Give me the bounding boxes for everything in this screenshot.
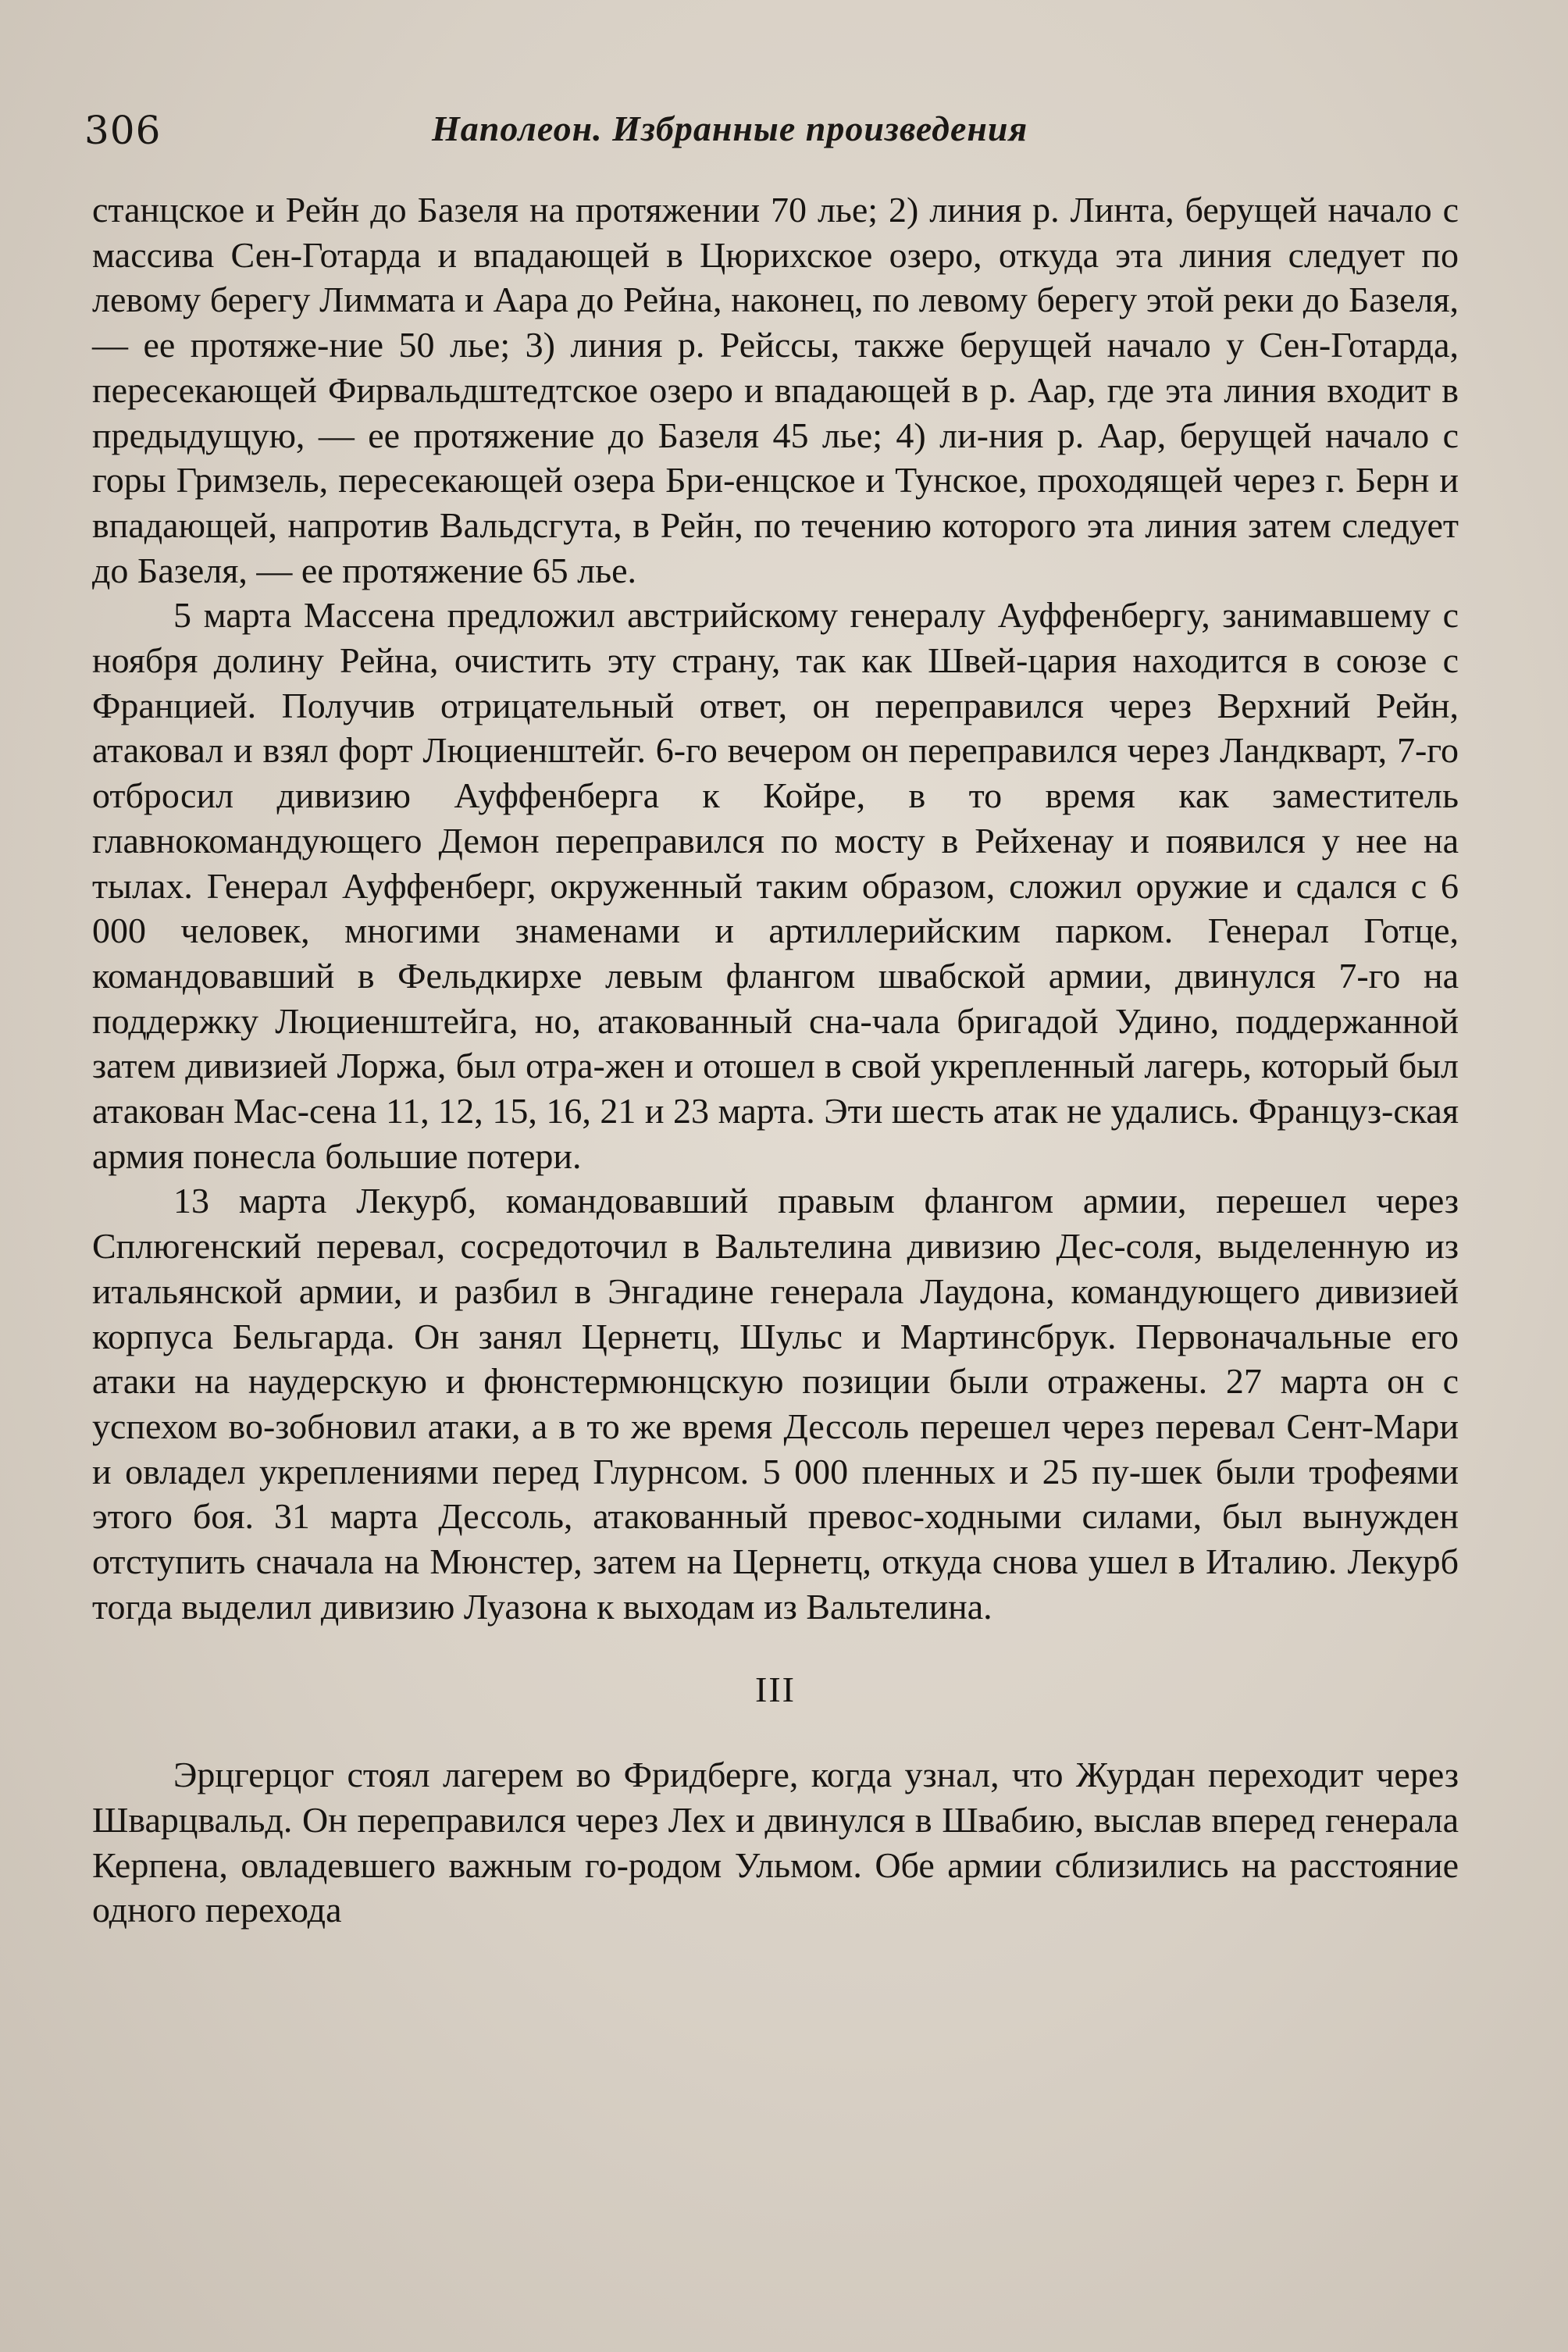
page-body: [92, 187, 1459, 1933]
paragraph-archduke: Эрцгерцог стоял лагерем во Фридберге, когда узнал, что Журдан переходит через Шварцвальд. Он переправился через Лех и двинулся в Швабию, выслав вперед генерала Керпена, овладевшего важным го-родом Ульмом. Обе армии сблизились на расстояние одного перехода: [92, 1755, 1459, 1930]
paragraph-massena: 5 марта Массена предложил австрийскому генералу Ауффенбергу, занимавшему с ноября долину Рейна, очистить эту страну, так как Швей-цария находится в союзе с Францией. Получив отрицательный ответ, он переправился через Верхний Рейн, атаковал и взял форт Люциенштейг. 6-го вечером он переправился через Ландкварт, 7-го отбросил дивизию Ауффенберга к Койре, в то время как заместитель главнокомандующего Демон переправился по мосту в Рейхенау и появился у нее на тылах. Генерал Ауффенберг, окруженный таким образом, сложил оружие и сдался с 6 000 человек, многими знаменами и артиллерийским парком. Генерал Готце, командовавший в Фельдкирхе левым флангом швабской армии, двинулся 7-го на поддержку Люциенштейга, но, атакованный сна-чала бригадой Удино, поддержанной затем дивизией Лоржа, был отра-жен и отошел в свой укрепленный лагерь, который был атакован Мас-сена 11, 12, 15, 16, 21 и 23 марта. Эти шесть атак не удались. Француз-ская армия понесла большие потери.: [92, 595, 1459, 1176]
page-header: [84, 108, 1474, 162]
paragraph-continued: станцское и Рейн до Базеля на протяжении 70 лье; 2) линия р. Линта, берущей начало с массива Сен-Готарда и впадающей в Цюрихское озеро, откуда эта линия следует по левому берегу Лиммата и Аара до Рейна, наконец, по левому берегу этой реки до Базеля, — ее протяже-ние 50 лье; 3) линия р. Рейссы, также берущей начало у Сен-Готарда, пересекающей Фирвальдштедтское озеро и впадающей в р. Аар, где эта линия входит в предыдущую, — ее протяжение до Базеля 45 лье; 4) ли-ния р. Аар, берущей начало с горы Гримзель, пересекающей озера Бри-енцское и Тунское, проходящей через г. Берн и впадающей, напротив Вальдсгута, в Рейн, по течению которого эта линия затем следует до Базеля, — ее протяжение 65 лье.: [92, 190, 1459, 590]
running-title: Наполеон. Избранные произведения: [432, 109, 1028, 148]
page-number: 306: [84, 108, 162, 153]
paragraph-lecourbe: 13 марта Лекурб, командовавший правым флангом армии, перешел через Сплюгенский перевал, сосредоточил в Вальтелина дивизию Дес-соля, выделенную из итальянской армии, и разбил в Энгадине генерала Лаудона, командующего дивизией корпуса Бельгарда. Он занял Цернетц, Шульс и Мартинсбрук. Первоначальные его атаки на наудерскую и фюнстермюнцскую позиции были отражены. 27 марта он с успехом во-зобновил атаки, а в то же время Дессоль перешел через перевал Сент-Мари и овладел укреплениями перед Глурнсом. 5 000 пленных и 25 пу-шек были трофеями этого боя. 31 марта Дессоль, атакованный превос-ходными силами, был вынужден отступить сначала на Мюнстер, затем на Цернетц, откуда снова ушел в Италию. Лекурб тогда выделил дивизию Луазона к выходам из Вальтелина.: [92, 1181, 1459, 1627]
section-heading: III: [755, 1669, 796, 1709]
